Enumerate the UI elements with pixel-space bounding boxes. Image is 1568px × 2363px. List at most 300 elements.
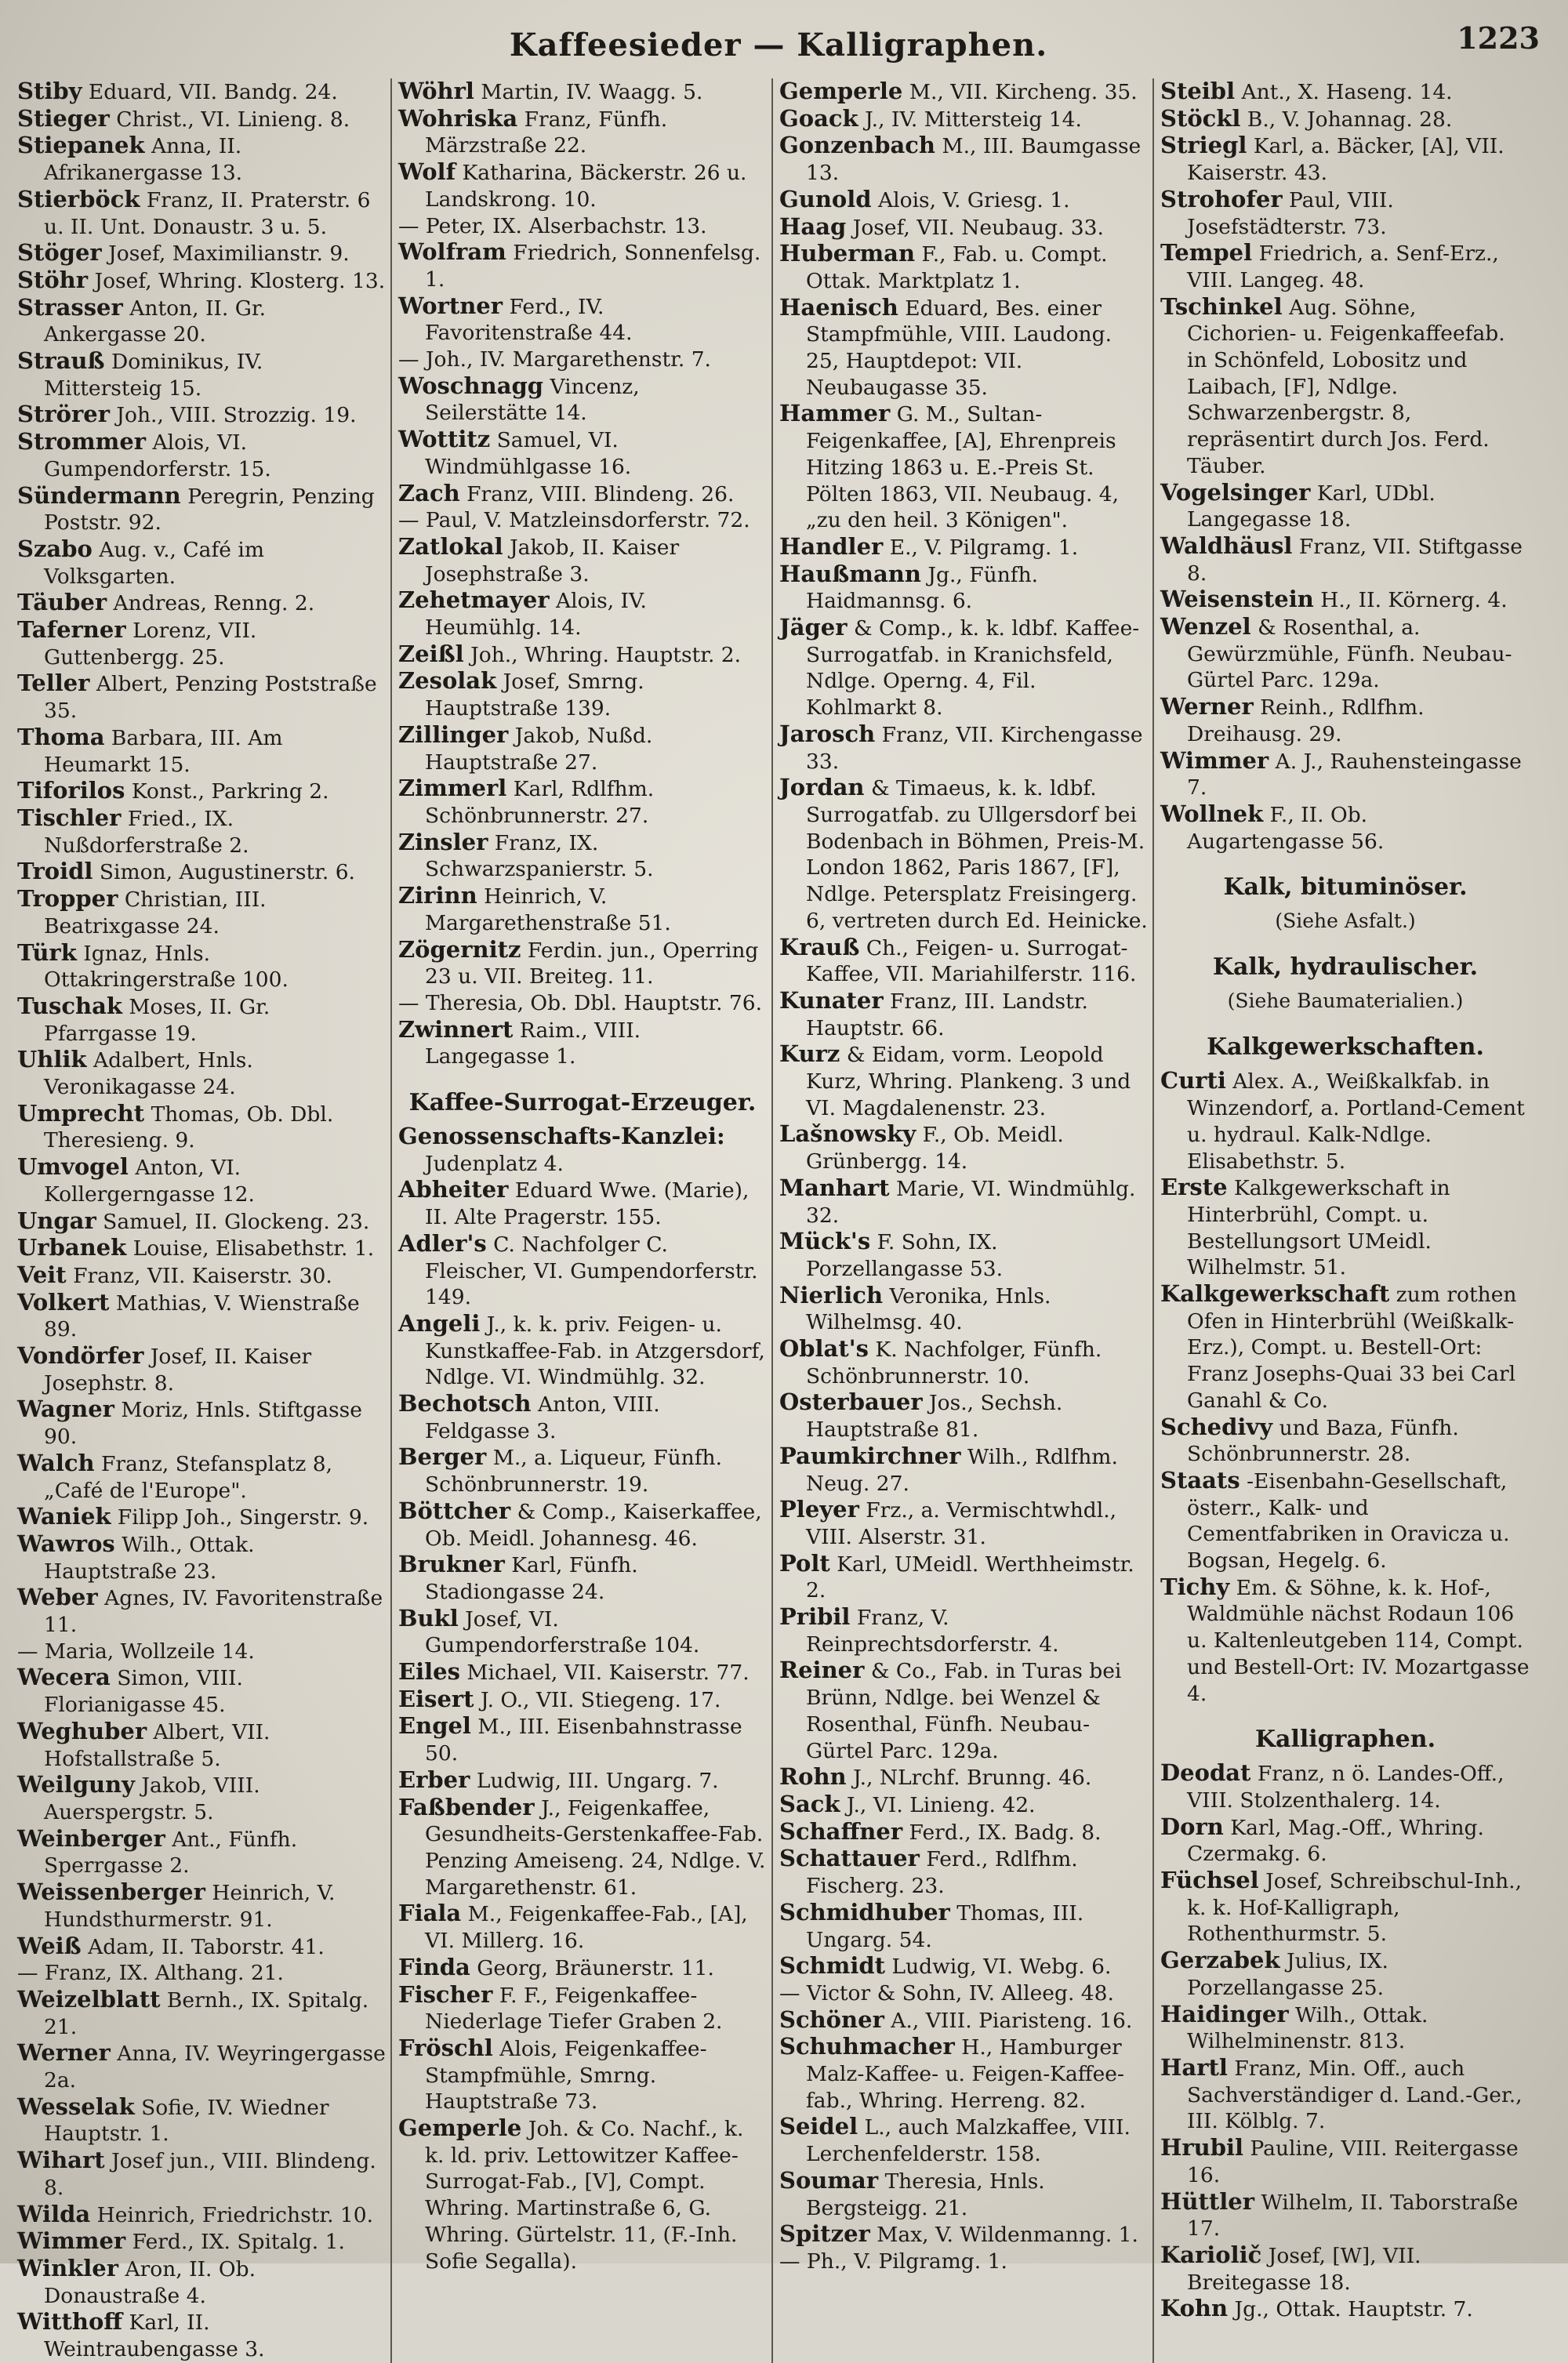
entry-name: Fischer [398,1980,493,2008]
directory-entry [779,2168,1148,2221]
directory-entry [398,775,767,829]
entry-name: Stieger [17,104,110,132]
entry-detail: Raim., VIII. Langegasse 1. [425,1018,641,1069]
entry-detail: Michael, VII. Kaiserstr. 77. [466,1661,750,1686]
entry-name: Zeißl [398,640,464,667]
entry-name: Brukner [398,1551,505,1578]
entry-name: Hüttler [1160,2187,1255,2215]
entry-name: Tropper [17,885,118,913]
directory-entry [779,1953,1148,1980]
entry-detail: Josef, VI. Gumpendorferstraße 104. [425,1606,700,1658]
entry-detail: Sofie, IV. Wiedner Hauptstr. 1. [44,2095,329,2147]
directory-entry [17,2201,386,2229]
entry-name: Wesselak [17,2093,135,2120]
directory-entry [17,536,386,590]
entry-name: Schuhmacher [779,2033,955,2060]
directory-entry [779,1551,1148,1604]
directory-entry [17,805,386,858]
entry-detail: Martin, IV. Waagg. 5. [481,80,703,104]
entry-name: Reiner [779,1657,865,1684]
entry-detail: Christian, III. Beatrixgasse 24. [44,887,267,938]
entry-name: Wimmer [17,2227,126,2255]
directory-entry [17,1235,386,1262]
directory-entry [17,429,386,482]
entry-detail: Marie, VI. Windmühlg. 32. [806,1176,1136,1228]
entry-detail: Franz, Stefansplatz 8, „Café de l'Europe". [44,1451,333,1503]
directory-entry [17,886,386,939]
entry-detail: — Paul, V. Matzleinsdorferstr. 72. [398,508,750,533]
entry-detail: Ferd., IV. Favoritenstraße 44. [425,294,633,346]
directory-entry [398,883,767,936]
entry-detail: Alois, VI. Gumpendorferstr. 15. [44,430,271,481]
entry-name: Huberman [779,240,916,267]
entry-detail: Karl, Fünfh. Stadiongasse 24. [425,1553,638,1604]
directory-entry [779,2034,1148,2114]
entry-detail: Jakob, Nußd. Hauptstraße 27. [425,723,653,775]
entry-name: Pleyer [779,1496,859,1523]
entry-name: Tichy [1160,1573,1230,1600]
directory-entry [17,401,386,429]
directory-entry [398,159,767,212]
section-note: (Siehe Asfalt.) [1275,909,1416,933]
entry-detail: F. Sohn, IX. Porzellangasse 53. [806,1230,1004,1281]
entry-detail: und Baza, Fünfh. Schönbrunnerstr. 28. [1187,1415,1459,1467]
directory-entry [17,2256,386,2309]
entry-detail: Adam, II. Taborstr. 41. [88,1934,325,1959]
entry-detail: Anton, VI. Kollergerngasse 12. [44,1156,255,1207]
entry-name: Ungar [17,1207,96,1234]
entry-detail: Theresia, Hnls. Bergsteigg. 21. [806,2169,1045,2220]
entry-name: Kohn [1160,2295,1229,2322]
entry-detail: A., VIII. Piaristeng. 16. [891,2008,1133,2033]
entry-name: Seidel [779,2113,858,2140]
entry-detail: Joh., Whring. Hauptstr. 2. [470,642,742,667]
entry-name: Striegl [1160,132,1247,159]
directory-entry [779,214,1148,241]
directory-entry [17,858,386,886]
entry-detail: Franz, Min. Off., auch Sachverständiger d. Land.-Ger., III. Kölblg. 7. [1187,2056,1523,2134]
entry-name: Zirinn [398,882,477,909]
entry-detail: Alex. A., Weißkalkfab. in Winzendorf, a. Portland-Cement u. hydraul. Kalk-Ndlge. Elisabethstr. 5. [1187,1069,1525,1174]
entry-name: Gunold [779,185,872,212]
entry-name: Haidinger [1160,2000,1289,2027]
directory-entry [17,187,386,240]
entry-detail: Friedrich, Sonnenfelsg. 1. [425,241,761,292]
entry-name: Füchsel [1160,1867,1259,1894]
directory-entry [1160,801,1530,855]
directory-entry [17,106,386,133]
directory-entry [1160,1814,1530,1868]
entry-detail: Josef, Maximilianstr. 9. [108,241,350,267]
directory-entry [398,507,767,534]
entry-detail: J., VI. Linieng. 42. [846,1793,1036,1817]
entry-name: Gonzenbach [779,132,936,159]
entry-detail: Dominikus, IV. Mittersteig 15. [44,350,263,401]
entry-detail: F., Ob. Meidl. Grünbergg. 14. [806,1123,1064,1174]
entry-name: Täuber [17,589,107,616]
column-2 [398,78,773,2363]
entry-detail: Mathias, V. Wienstraße 89. [44,1290,360,1342]
entry-detail: — Theresia, Ob. Dbl. Hauptstr. 76. [398,990,763,1015]
directory-entry [398,1391,767,1444]
directory-entry [398,1552,767,1605]
entry-detail: Em. & Söhne, k. k. Hof-, Waldmühle nächst Rodaun 106 u. Kaltenleutgeben 114, Compt. und Bestell-Ort: IV. Mozartgasse 4. [1187,1575,1530,1706]
entry-detail: K. Nachfolger, Fünfh. Schönbrunnerstr. 10. [806,1338,1102,1388]
entry-detail: Ferdin. jun., Operring 23 u. VII. Breiteg. 11. [425,938,759,989]
directory-entry [779,1336,1148,1389]
entry-detail: Julius, IX. Porzellangasse 25. [1187,1949,1388,2000]
directory-entry [398,641,767,669]
entry-name: Deodat [1160,1759,1251,1787]
directory-entry [1160,1868,1530,1947]
entry-detail: Anton, II. Gr. Ankergasse 20. [44,296,267,347]
directory-entry [17,1584,386,1638]
directory-entry [398,2115,767,2274]
entry-detail: — Maria, Wollzeile 14. [17,1639,255,1664]
directory-entry [779,1389,1148,1443]
directory-entry [779,78,1148,106]
entry-detail: Eduard Wwe. (Marie), II. Alte Pragerstr. 155. [425,1178,750,1230]
entry-detail: Franz, III. Landstr. Hauptstr. 66. [806,989,1088,1040]
entry-name: Weiß [17,1932,82,1959]
entry-detail: Thomas, Ob. Dbl. Theresieng. 9. [44,1102,334,1153]
directory-entry [779,1121,1148,1174]
directory-entry [17,940,386,993]
entry-detail: Josef, Whring. Klosterg. 13. [94,268,386,293]
directory-entry [1160,1068,1530,1174]
entry-name: Abheiter [398,1176,509,1203]
directory-entry [779,1846,1148,1899]
entry-name: Soumar [779,2166,879,2194]
directory-entry [1160,533,1530,586]
directory-entry [779,1229,1148,1282]
directory-entry [17,1101,386,1154]
directory-entry [779,1175,1148,1229]
entry-detail: Albert, VII. Hofstallstraße 5. [44,1719,270,1771]
entry-name: Böttcher [398,1497,511,1524]
entry-detail: A. J., Rauhensteingasse 7. [1187,749,1522,800]
entry-name: Finda [398,1953,470,1980]
entry-name: Szabo [17,535,93,562]
entry-name: Weghuber [17,1717,147,1744]
entry-detail: & Co., Fab. in Turas bei Brünn, Ndlge. bei Wenzel & Rosenthal, Fünfh. Neubau-Gürtel Parc. 129a. [806,1659,1122,1763]
entry-detail: & Comp., k. k. ldbf. Kaffee-Surrogatfab. in Kranichsfeld, Ndlge. Operng. 4, Fil. Kohlmarkt 8. [806,616,1140,721]
entry-detail: M., Feigenkaffee-Fab., [A], VI. Millerg. 16. [425,1902,748,1954]
directory-entry [779,2007,1148,2035]
entry-name: Erste [1160,1174,1228,1201]
entry-detail: — Joh., IV. Margarethenstr. 7. [398,347,711,372]
entry-name: Stiepanek [17,132,145,159]
directory-entry [398,1498,767,1552]
entry-name: Weizelblatt [17,1985,161,2013]
entry-detail: Aug. Söhne, Cichorien- u. Feigenkaffeefab. in Schönfeld, Lobositz und Laibach, [F], Ndlge. Schwarzenbergstr. 8, repräsentirt durch Jos. Ferd. Täuber. [1187,295,1505,478]
entry-detail: Frz., a. Vermischtwhdl., VIII. Alserstr. 31. [806,1498,1117,1549]
directory-entry [398,668,767,721]
entry-detail: Vincenz, Seilerstätte 14. [425,374,640,426]
entry-name: Sack [779,1791,840,1817]
directory-entry [17,1290,386,1343]
directory-entry [779,935,1148,988]
entry-name: Vondörfer [17,1342,144,1370]
entry-detail: Reinh., Rdlfhm. Dreihausg. 29. [1187,695,1425,746]
entry-name: Türk [17,938,77,966]
directory-entry [779,401,1148,534]
entry-name: Walch [17,1449,95,1476]
entry-detail: Ferd., IX. Spitalg. 1. [132,2230,345,2255]
entry-name: Lašnowsky [779,1120,916,1148]
entry-detail: — Victor & Sohn, IV. Alleeg. 48. [779,1980,1114,2005]
directory-entry [779,1604,1148,1657]
page-number: 1223 [1457,20,1540,56]
entry-name: Strörer [17,401,110,428]
directory-entry [779,1283,1148,1336]
entry-name: Wortner [398,292,503,319]
entry-detail: M., III. Eisenbahnstrasse 50. [425,1715,742,1766]
directory-entry [398,427,767,480]
directory-entry [398,990,767,1017]
entry-name: Angeli [398,1309,481,1337]
directory-entry [17,670,386,724]
entry-name: Strommer [17,428,147,456]
directory-entry [779,775,1148,934]
entry-detail: Josef jun., VIII. Blindeng. 8. [44,2149,376,2200]
directory-entry [779,1041,1148,1121]
entry-detail: Max, V. Wildenmanng. 1. [877,2223,1138,2248]
directory-entry [17,1396,386,1450]
entry-name: Tschinkel [1160,292,1283,320]
entry-name: Vogelsinger [1160,478,1311,506]
directory-entry [398,1659,767,1686]
directory-entry [1160,294,1530,480]
entry-name: Goack [779,104,858,132]
entry-name: Zach [398,479,460,506]
entry-detail: Ignaz, Hnls. Ottakringerstraße 100. [44,941,289,993]
section-heading: Kalk, hydraulischer. [1212,953,1479,982]
columns-container [17,78,1540,2362]
entry-detail: Filipp Joh., Singerstr. 9. [117,1505,369,1530]
entry-name: Stierböck [17,185,140,212]
entry-detail: zum rothen Ofen in Hinterbrühl (Weißkalk-Erz.), Compt. u. Bestell-Ort: Franz Josephs-Quai 33 bei Carl Ganahl & Co. [1187,1283,1517,1413]
entry-name: Haag [779,212,847,240]
entry-name: Weinberger [17,1824,165,1852]
entry-detail: J., IV. Mittersteig 14. [865,107,1082,132]
entry-detail: Jg., Ottak. Hauptstr. 7. [1234,2297,1473,2322]
directory-entry [17,1960,386,1987]
directory-entry [398,1444,767,1497]
section-heading: Kalligraphen. [1254,1726,1436,1754]
entry-detail: Moriz, Hnls. Stiftgasse 90. [44,1398,362,1450]
directory-entry [398,239,767,292]
entry-detail: Wilh., Rdlfhm. Neug. 27. [806,1444,1118,1496]
directory-entry [17,1154,386,1207]
entry-detail: Eduard, Bes. einer Stampfmühle, VIII. Laudong. 25, Hauptdepot: VII. Neubaugasse 35. [806,296,1112,400]
entry-name: Zinsler [398,828,488,855]
entry-name: Gerzabek [1160,1947,1280,1974]
directory-entry [1160,187,1530,240]
entry-name: Strohofer [1160,185,1283,212]
directory-entry [779,561,1148,615]
entry-name: Sündermann [17,481,181,509]
entry-name: Weisenstein [1160,586,1314,613]
entry-detail: Franz, VII. Kaiserstr. 30. [73,1263,332,1288]
entry-detail: Josef, Smrng. Hauptstraße 139. [425,670,644,721]
entry-name: Werner [17,2039,111,2067]
entry-name: Wawros [17,1530,115,1557]
directory-entry [779,1819,1148,1846]
entry-name: Steibl [1160,78,1236,104]
directory-entry [398,722,767,775]
directory-entry [779,1791,1148,1819]
entry-name: Wolf [398,158,456,186]
entry-detail: Karl, UMeidl. Werthheimstr. 2. [806,1552,1134,1603]
entry-detail: Veronika, Hnls. Wilhelmsg. 40. [806,1283,1051,1335]
entry-detail: Karl, Mag.-Off., Whring. Czermakg. 6. [1187,1815,1484,1867]
entry-detail: Moses, II. Gr. Pfarrgasse 19. [44,994,270,1046]
entry-name: Wilda [17,2200,91,2227]
entry-detail: Wilh., Ottak. Hauptstraße 23. [44,1532,255,1584]
entry-detail: Ludwig, VI. Webg. 6. [891,1955,1112,1980]
entry-detail: Paul, VIII. Josefstädterstr. 73. [1187,187,1394,239]
directory-entry [17,993,386,1047]
entry-name: Fiala [398,1900,462,1927]
entry-name: Berger [398,1443,487,1471]
entry-name: Eiles [398,1658,460,1686]
entry-detail: Josef, Schreibschul-Inh., k. k. Hof-Kalligraph, Rothenthurmstr. 5. [1187,1869,1523,1947]
entry-name: Schattauer [779,1845,920,1872]
directory-entry [17,590,386,617]
directory-entry [779,1980,1148,2007]
entry-name: Volkert [17,1288,110,1316]
directory-entry [398,2035,767,2115]
entry-name: Schöner [779,2005,884,2033]
entry-name: Haenisch [779,293,898,321]
page-header [17,17,1540,78]
directory-entry [1160,2242,1530,2296]
entry-name: Haußmann [779,560,921,587]
entry-detail: Simon, Augustinerstr. 6. [99,860,355,885]
entry-name: Gemperle [398,2114,522,2142]
entry-name: Weber [17,1584,98,1611]
entry-name: Wecera [17,1664,111,1691]
entry-detail: L., auch Malzkaffee, VIII. Lerchenfelderstr. 158. [806,2115,1131,2167]
entry-name: Umvogel [17,1153,129,1181]
entry-name: Thoma [17,723,105,750]
section-note: (Siehe Baumaterialien.) [1227,989,1464,1013]
entry-name: Fröschl [398,2034,493,2061]
entry-name: Jäger [779,614,848,641]
directory-entry [17,1531,386,1584]
entry-detail: Judenplatz 4. [425,1151,564,1176]
directory-entry [1160,1760,1530,1813]
entry-detail: Franz, VII. Stiftgasse 8. [1187,534,1523,586]
directory-entry [1160,2055,1530,2135]
directory-entry [779,534,1148,561]
entry-detail: Heinrich, V. Hundsthurmerstr. 91. [44,1881,336,1932]
entry-detail: Alois, Feigenkaffee-Stampfmühle, Smrng. Hauptstraße 73. [425,2036,707,2114]
entry-name: Paumkirchner [779,1442,961,1469]
entry-detail: Ch., Feigen- u. Surrogat-Kaffee, VII. Mariahilferstr. 116. [806,935,1137,987]
directory-entry [1160,480,1530,533]
directory-entry [17,78,386,106]
directory-entry [398,1713,767,1766]
entry-detail: Aron, II. Ob. Donaustraße 4. [44,2256,256,2308]
entry-detail: Franz, IX. Schwarzspanierstr. 5. [425,830,654,882]
directory-entry [17,267,386,295]
entry-name: Wagner [17,1396,114,1423]
directory-entry [1160,2296,1530,2323]
directory-entry [779,1657,1148,1764]
entry-name: Eisert [398,1685,474,1712]
entry-detail: Bernh., IX. Spitalg. 21. [44,1987,369,2039]
entry-detail: Jg., Fünfh. Haidmannsg. 6. [806,562,1039,614]
directory-entry [1160,2189,1530,2242]
directory-entry [398,481,767,508]
entry-detail: Ludwig, III. Ungarg. 7. [476,1768,719,1793]
entry-detail: Aug. v., Café im Volksgarten. [44,537,264,589]
entry-name: Bechotsch [398,1390,532,1417]
entry-name: Erber [398,1766,470,1793]
entry-name: Kurz [779,1040,840,1068]
directory-entry [398,1795,767,1901]
entry-detail: Samuel, VI. Windmühlgasse 16. [425,428,632,479]
entry-detail: Eduard, VII. Bandg. 24. [88,80,338,104]
directory-entry [1160,1947,1530,2001]
directory-entry [398,937,767,990]
entry-detail: Katharina, Bäckerstr. 26 u. Landskrong. 10. [425,161,747,212]
entry-name: Troidl [17,858,93,885]
entry-name: Weissenberger [17,1878,205,1906]
directory-entry [398,1767,767,1795]
directory-entry [1160,78,1530,106]
entry-detail: Samuel, II. Glockeng. 23. [103,1209,370,1234]
entry-detail: G. M., Sultan-Feigenkaffee, [A], Ehrenpreis Hitzing 1863 u. E.-Preis St. Pölten 1863, VII. Neubaug. 4, „zu den heil. 3 Königen". [806,402,1120,533]
entry-detail: Lorenz, VII. Guttenbergg. 25. [44,619,257,670]
directory-entry [17,1719,386,1772]
directory-entry [398,534,767,587]
entry-detail: Anna, II. Afrikanergasse 13. [44,134,243,186]
entry-detail: Peregrin, Penzing Poststr. 92. [44,484,375,535]
entry-detail: B., V. Johannag. 28. [1247,107,1453,132]
entry-name: Zillinger [398,721,509,748]
entry-detail: Fried., IX. Nußdorferstraße 2. [44,806,249,858]
entry-detail: H., Hamburger Malz-Kaffee- u. Feigen-Kaffee-fab., Whring. Herreng. 82. [806,2035,1124,2113]
entry-name: Woschnagg [398,372,544,399]
directory-entry [17,1933,386,1961]
entry-name: Genossenschafts-Kanzlei: [398,1123,725,1150]
directory-entry [398,78,767,106]
entry-detail: Jakob, VIII. Auerspergstr. 5. [44,1773,260,1824]
entry-detail: Heinrich, Friedrichstr. 10. [96,2202,374,2227]
entry-name: Zögernitz [398,935,521,963]
directory-entry [17,2040,386,2093]
entry-detail: Ferd., IX. Badg. 8. [909,1820,1102,1845]
entry-detail: Christ., VI. Linieng. 8. [116,107,350,132]
entry-name: Wottitz [398,426,491,453]
entry-detail: Andreas, Renng. 2. [113,591,315,616]
directory-entry [1160,1574,1530,1708]
directory-entry [17,2309,386,2362]
directory-entry [17,1504,386,1531]
directory-entry [17,1879,386,1933]
entry-detail: Adalbert, Hnls. Veronikagasse 24. [44,1048,253,1100]
directory-entry [1160,240,1530,293]
directory-entry [1160,1281,1530,1414]
directory-entry [1160,1174,1530,1281]
entry-detail: J., k. k. priv. Feigen- u. Kunstkaffee-Fab. in Atzgersdorf, Ndlge. VI. Windmühlg. 32. [425,1312,765,1390]
entry-name: Zesolak [398,667,497,695]
directory-entry [17,240,386,267]
entry-detail: Jos., Sechsh. Hauptstraße 81. [806,1391,1063,1443]
